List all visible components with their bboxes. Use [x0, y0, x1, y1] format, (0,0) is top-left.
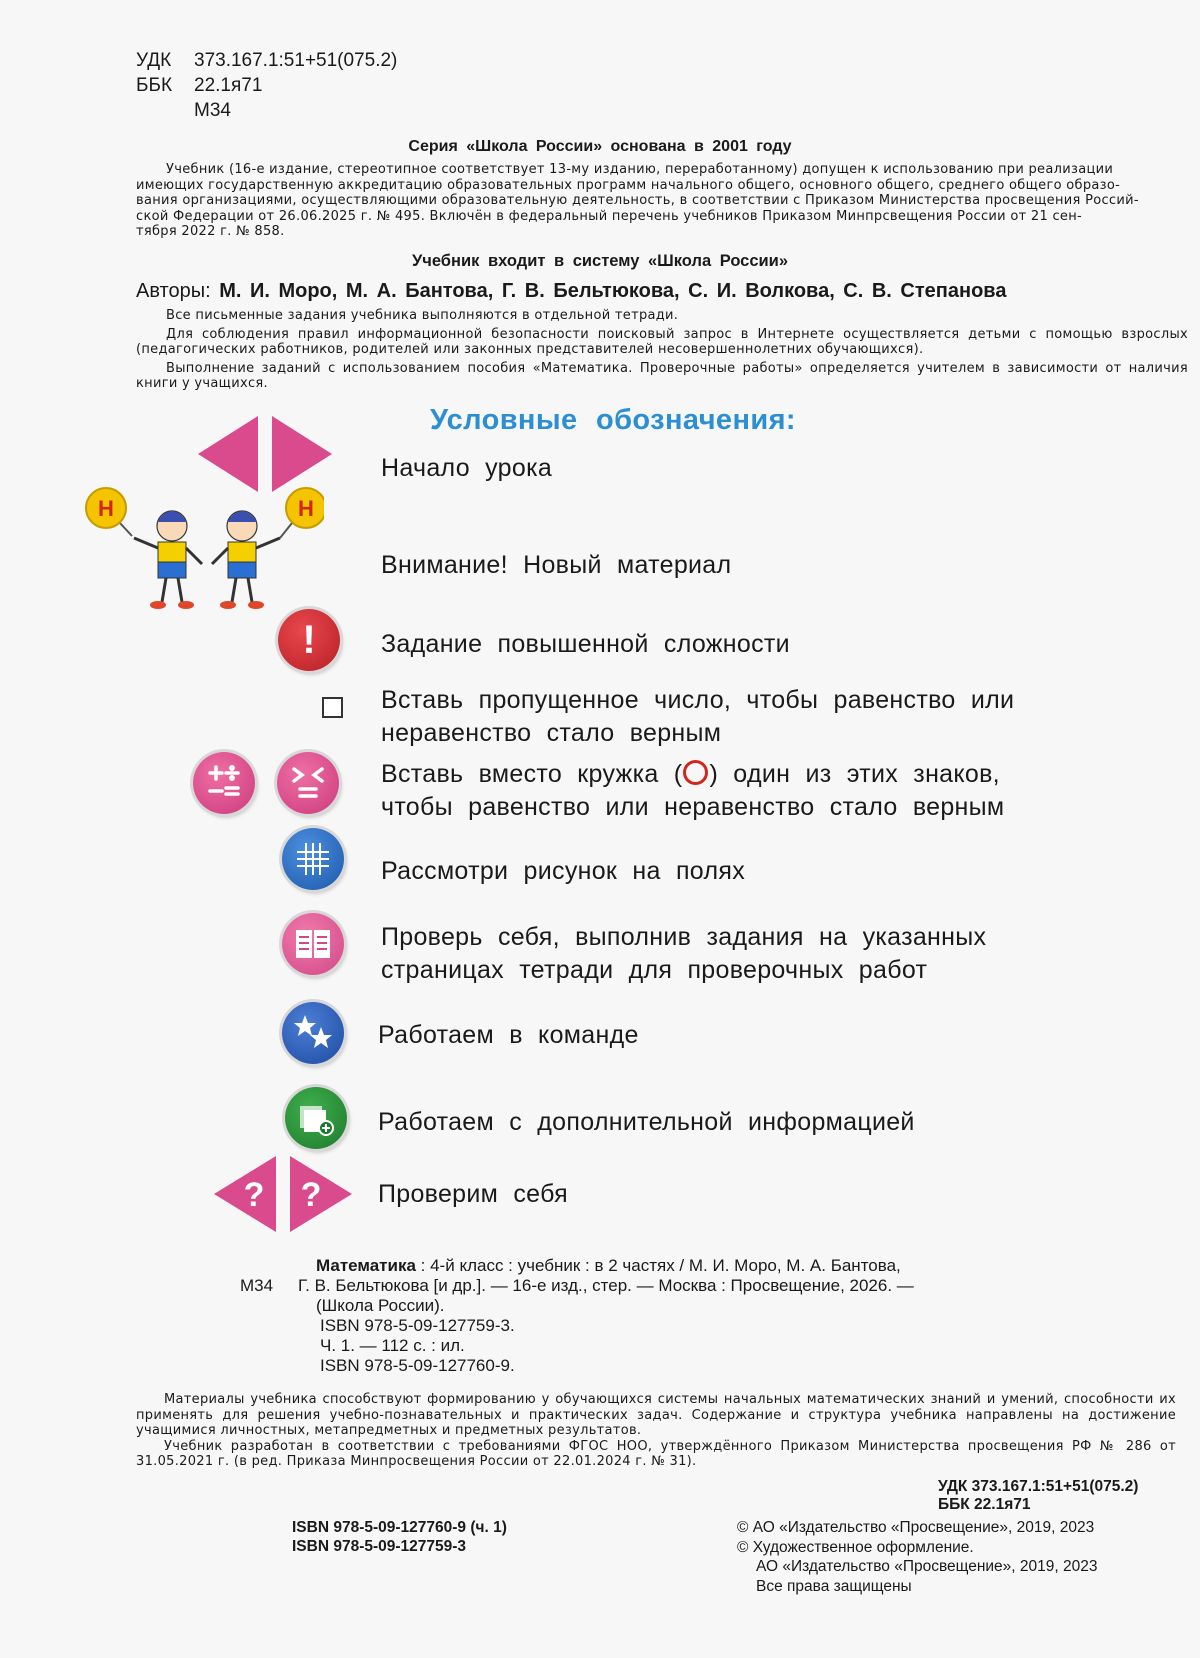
bbk-bottom-line: ББК 22.1я71: [938, 1496, 1031, 1513]
udk-bottom: [938, 1478, 1138, 1514]
annotation-paragraph: Учебник разработан в соответствии с требованиями ФГОС НОО, утверждённого Приказом Министерства просвещения РФ № 286 от 31.05.2021 г. (в ред. Приказа Минпросвещения России от 22.01.2024 г. № 31).: [136, 1438, 1176, 1469]
approval-text: [136, 162, 1186, 240]
authors-label: Авторы:: [136, 280, 211, 302]
bib-line: ISBN 978-5-09-127759-3.: [320, 1316, 515, 1335]
legend-text-check-yourself-workbook: [381, 921, 986, 987]
bibliographic-record: [240, 1256, 1188, 1376]
h-letter: Н: [298, 496, 314, 521]
bbk-label: ББК: [136, 75, 173, 96]
copyright-line: © АО «Издательство «Просвещение», 2019, 2023: [737, 1519, 1095, 1536]
copyright-block: [737, 1518, 1097, 1596]
udk-value: 373.167.1:51+51(075.2): [194, 50, 398, 71]
legend-line: чтобы равенство или неравенство стало верным: [381, 793, 1005, 821]
question-symbol: ?: [300, 1176, 322, 1214]
exclamation-symbol: !: [302, 617, 316, 662]
udk-bottom-line: УДК 373.167.1:51+51(075.2): [938, 1478, 1139, 1495]
isbn-line: ISBN 978-5-09-127760-9 (ч. 1): [292, 1519, 507, 1536]
isbn-line: ISBN 978-5-09-127759-3: [292, 1538, 467, 1555]
note: Все письменные задания учебника выполняются в отдельной тетради.: [166, 308, 679, 323]
legend-text-check-yourself: Проверим себя: [378, 1180, 569, 1208]
legend-line-part: Вставь вместо кружка (: [381, 760, 683, 788]
bib-mark: М34: [240, 1276, 274, 1295]
authors-line: [136, 280, 1006, 303]
legend-title: Условные обозначения:: [430, 404, 796, 436]
legend-line: Проверь себя, выполнив задания на указанных: [381, 923, 987, 951]
bbk-value: 22.1я71: [194, 75, 263, 96]
copyright-line: © Художественное оформление.: [737, 1538, 974, 1556]
approval-line: ской Федерации от 26.06.2025 г. № 495. Включён в федеральный перечень учебников Приказом Минпрсвещения России от 21 сен-: [136, 208, 1083, 224]
legend-line: Вставь пропущенное число, чтобы равенство или: [381, 686, 1015, 714]
bib-line: ISBN 978-5-09-127760-9.: [320, 1356, 515, 1375]
udk-block: [136, 48, 397, 123]
book-title: Математика: [316, 1256, 416, 1275]
math-signs-icon: [193, 752, 255, 814]
approval-line: тября 2022 г. № 858.: [136, 224, 285, 239]
legend-text-insert-sign: [381, 758, 1004, 824]
copyright-line: Все права защищены: [756, 1577, 912, 1595]
empty-box-icon: [322, 697, 343, 718]
series-heading: Серия «Школа России» основана в 2001 году: [408, 138, 792, 155]
legend-text-missing-number: [381, 684, 1014, 750]
system-heading: Учебник входит в систему «Школа России»: [412, 252, 788, 270]
udk-label: УДК: [136, 50, 172, 71]
exclamation-icon: [278, 609, 340, 671]
question-symbol: ?: [243, 1176, 265, 1214]
legend-text-lesson-start: Начало урока: [381, 454, 553, 482]
grid-icon: [282, 828, 344, 890]
authors-names: М. И. Моро, М. А. Бантова, Г. В. Бельтюкова, С. И. Волкова, С. В. Степанова: [219, 280, 1007, 302]
note: Для соблюдения правил информационной безопасности поисковый запрос в Интернете осуществляется детьми с помощью взрослых (педагогических работников, родителей или законных представителей несовершеннолетних обучающихся).: [136, 326, 1188, 357]
legend-line: страницах тетради для проверочных работ: [381, 956, 928, 984]
bib-line: (Школа России).: [316, 1296, 445, 1315]
bib-line: Ч. 1. — 112 с. : ил.: [320, 1336, 465, 1355]
bib-line: Г. В. Бельтюкова [и др.]. — 16-е изд., стер. — Москва : Просвещение, 2026. —: [298, 1276, 914, 1295]
legend-text-see-picture: Рассмотри рисунок на полях: [381, 857, 745, 885]
annotation: [136, 1392, 1176, 1470]
isbn-bottom: [292, 1518, 507, 1556]
legend-text-extra-info: Работаем с дополнительной информацией: [378, 1108, 915, 1136]
copyright-line: АО «Издательство «Просвещение», 2019, 2023: [756, 1558, 1098, 1575]
notes: [136, 308, 1188, 392]
note: Выполнение заданий с использованием пособия «Математика. Проверочные работы» определяется учителем в зависимости от наличия книги у учащихся.: [136, 360, 1188, 391]
approval-line: Учебник (16-е издание, стереотипное соответствует 13-му изданию, переработанному) допущен к использованию при реализации: [166, 162, 1114, 177]
workbook-icon: [282, 913, 344, 975]
legend-text-new-material: Внимание! Новый материал: [381, 551, 732, 579]
comparison-signs-icon: [277, 752, 339, 814]
bib-line: : 4-й класс : учебник : в 2 частях / М. И. Моро, М. А. Бантова,: [415, 1256, 901, 1275]
legend-line: неравенство стало верным: [381, 719, 722, 747]
h-letter: Н: [98, 496, 114, 521]
approval-line: вания организациями, осуществляющими образовательную деятельность, в соответствии с Приказом Министерства просвещения Россий-: [136, 193, 1139, 208]
approval-line: имеющих государственную аккредитацию образовательных программ начального общего, основного общего, среднего общего образо-: [136, 177, 1121, 193]
boys-with-h-signs-icon: [84, 486, 324, 620]
author-mark: М34: [194, 100, 231, 121]
small-circle-icon: [683, 760, 708, 785]
legend-text-teamwork: Работаем в команде: [378, 1021, 639, 1049]
legend-text-hard-task: Задание повышенной сложности: [381, 630, 790, 658]
stars-icon: [282, 1002, 344, 1064]
legend-line-part: ) один из этих знаков,: [709, 760, 1000, 788]
folders-icon: [285, 1087, 347, 1149]
question-arrows-icon: [210, 1154, 360, 1238]
annotation-paragraph: Материалы учебника способствуют формированию у обучающихся системы начальных математических знаний и умений, способности их применять для решения учебно-познавательных и практических задач. Содержание и структура учебника направлены на достижение учащимися личностных, метапредметных и предметных результатов.: [136, 1392, 1176, 1438]
